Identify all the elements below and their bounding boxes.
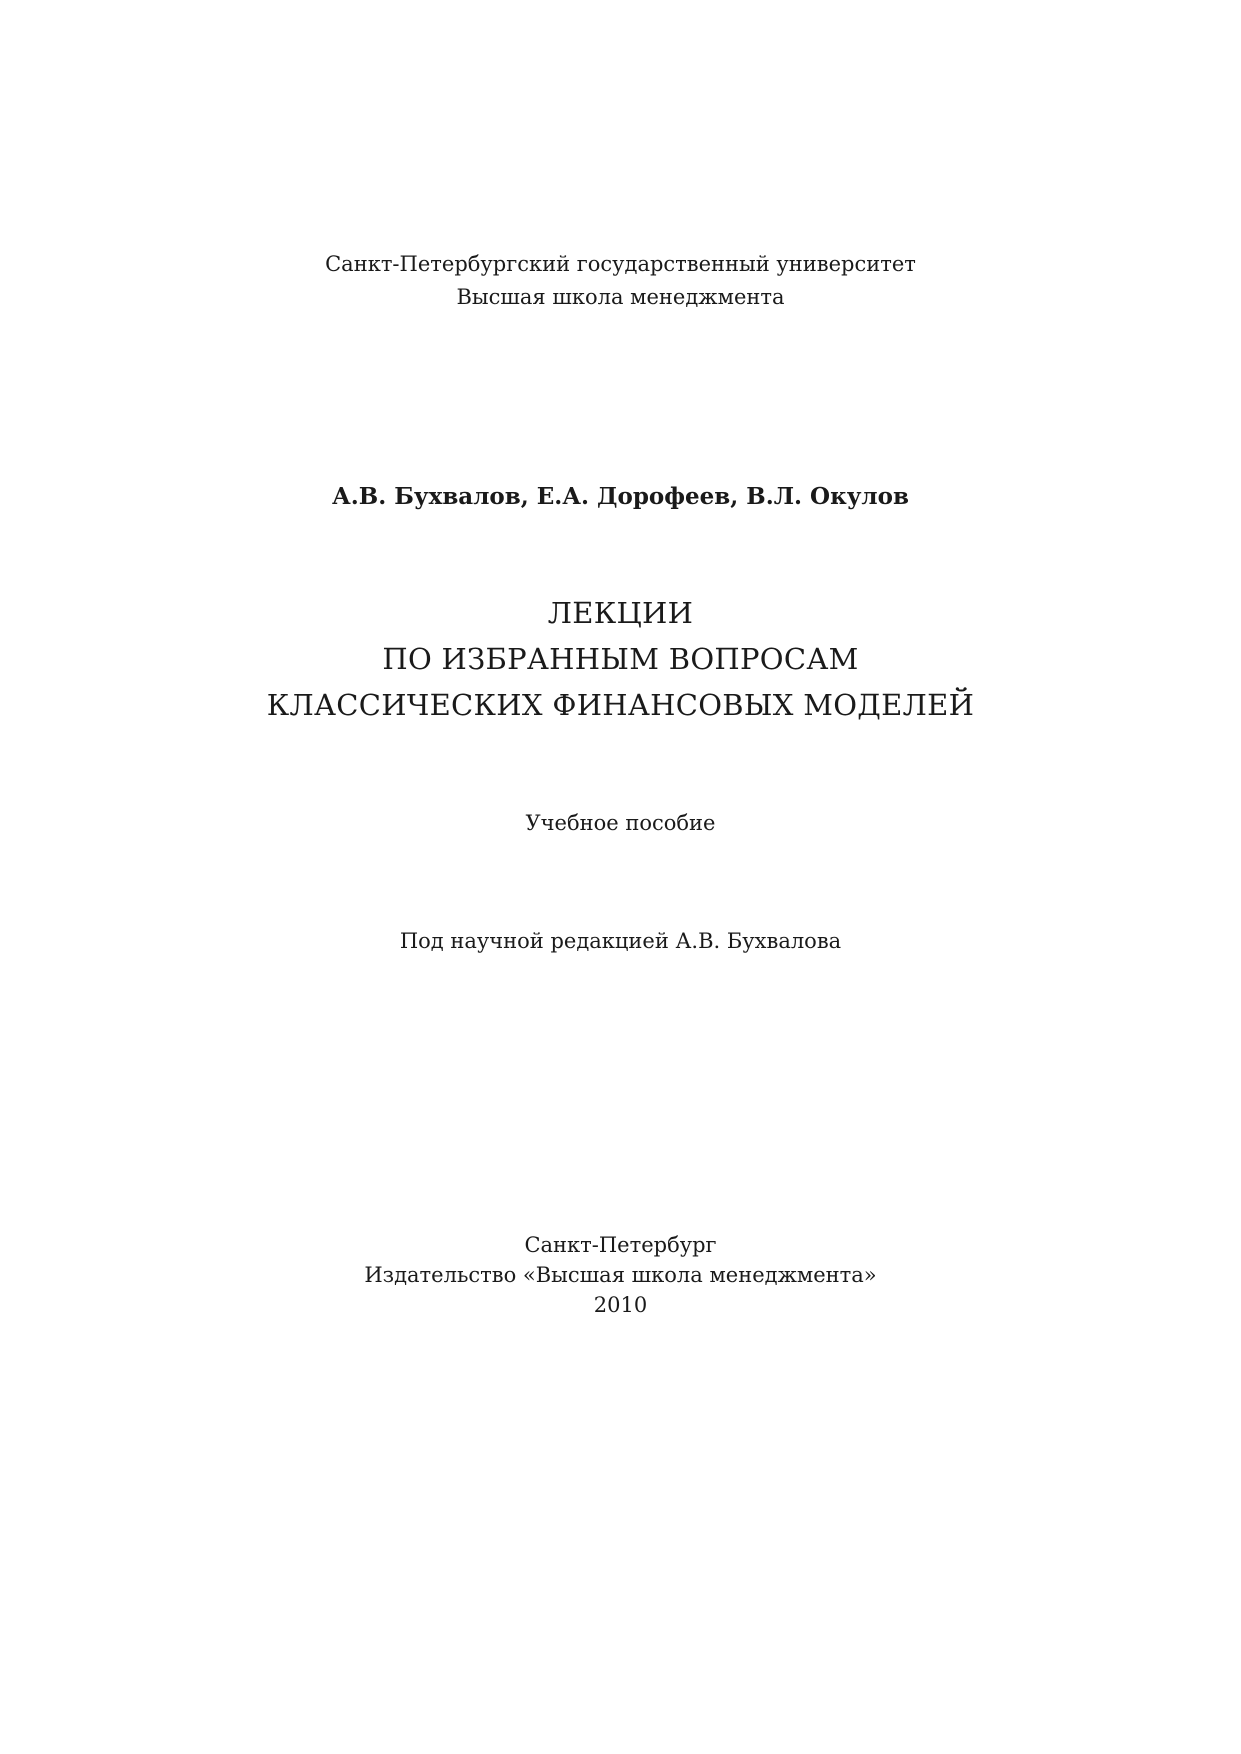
book-title bbox=[0, 590, 1241, 728]
title-line-3: КЛАССИЧЕСКИХ ФИНАНСОВЫХ МОДЕЛЕЙ bbox=[266, 688, 975, 722]
imprint-year: 2010 bbox=[593, 1293, 648, 1317]
subtitle-block bbox=[0, 808, 1241, 838]
editor-block bbox=[0, 926, 1241, 956]
imprint-city: Санкт-Петербург bbox=[524, 1233, 717, 1257]
title-line-1: ЛЕКЦИИ bbox=[547, 596, 694, 630]
authors-line: А.В. Бухвалов, Е.А. Дорофеев, В.Л. Окулов bbox=[332, 483, 909, 510]
subtitle-text: Учебное пособие bbox=[525, 811, 716, 835]
authors-block bbox=[0, 481, 1241, 513]
institution-block bbox=[0, 248, 1241, 314]
school-name: Высшая школа менеджмента bbox=[456, 285, 785, 309]
imprint-block bbox=[0, 1230, 1241, 1320]
imprint-publisher: Издательство «Высшая школа менеджмента» bbox=[364, 1263, 877, 1287]
university-name: Санкт-Петербургский государственный университет bbox=[325, 252, 916, 276]
title-line-2: ПО ИЗБРАННЫМ ВОПРОСАМ bbox=[382, 642, 859, 676]
editor-text: Под научной редакцией А.В. Бухвалова bbox=[399, 929, 842, 953]
